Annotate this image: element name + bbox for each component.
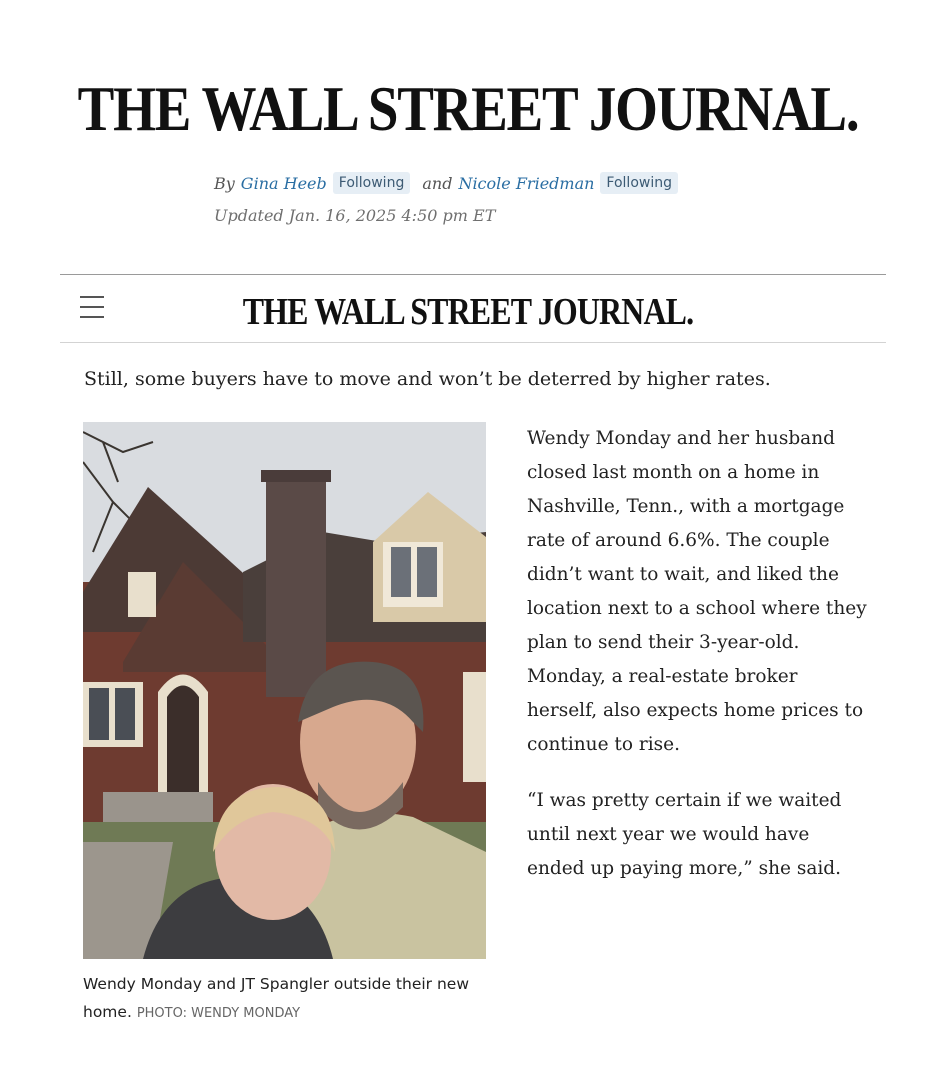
article-body (527, 422, 867, 908)
nav-top-divider (60, 274, 886, 275)
paragraph-1: Wendy Monday and her husband closed last month on a home in Nashville, Tenn., with a mortgage rate of around 6.6%. The couple didn’t want to wait, and liked the location next to a school where they plan to send their 3-year-old. Monday, a real-estate broker herself, also expects home prices to continue to rise. (527, 428, 867, 755)
author-link-nicole-friedman[interactable]: Nicole Friedman (458, 173, 595, 193)
caption-text: Wendy Monday and JT Spangler outside their new home. (83, 975, 470, 1021)
nav-bottom-divider (60, 342, 886, 343)
follow-button-gina-heeb[interactable]: Following (333, 172, 411, 194)
byline-prefix: By (214, 173, 235, 193)
updated-timestamp: Updated Jan. 16, 2025 4:50 pm ET (214, 206, 496, 225)
paragraph-2: “I was pretty certain if we waited until next year we would have ended up paying more,” she said. (527, 790, 842, 879)
byline (214, 172, 684, 194)
masthead-title: THE WALL STREET JOURNAL. (77, 73, 859, 144)
photo-caption (83, 970, 483, 1028)
lead-sentence: Still, some buyers have to move and won’t be deterred by higher rates. (84, 368, 771, 390)
author-link-gina-heeb[interactable]: Gina Heeb (240, 173, 327, 193)
article-photo[interactable] (83, 422, 486, 959)
nav-logo[interactable]: THE WALL STREET JOURNAL. (242, 291, 694, 333)
photo-credit: PHOTO: WENDY MONDAY (136, 1006, 301, 1021)
byline-conjunction: and (422, 173, 453, 193)
follow-button-nicole-friedman[interactable]: Following (600, 172, 678, 194)
